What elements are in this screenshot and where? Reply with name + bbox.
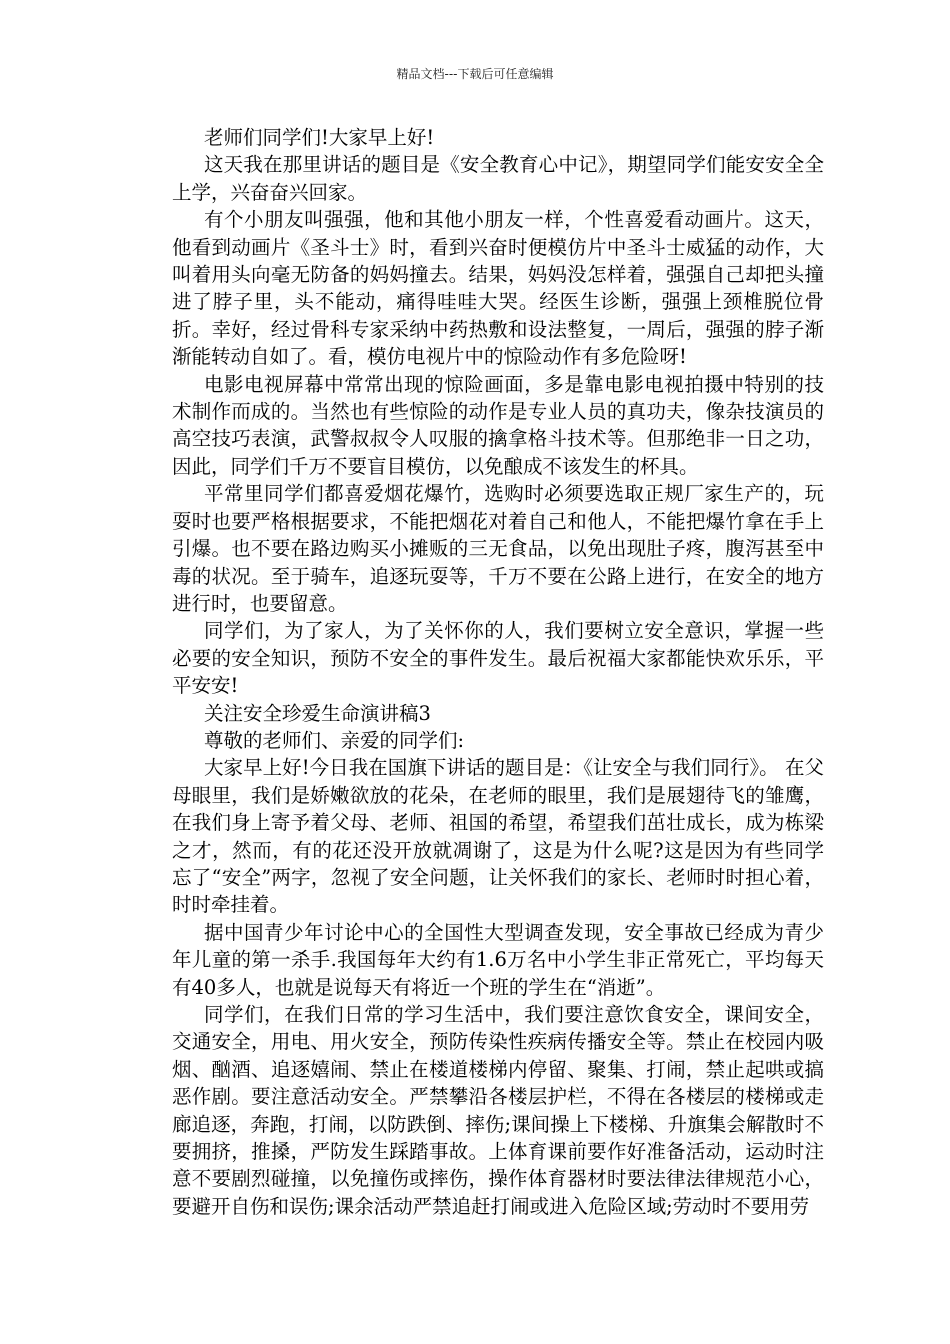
paragraph-story: 有个小朋友叫强强，他和其他小朋友一样，个性喜爱看动画片。这天，他看到动画片《圣斗士》时，看到兴奋时便模仿片中圣斗士威猛的动作，大叫着用头向毫无防备的妈妈撞去。结果，妈妈没怎样着，强强自己却把头撞进了脖子里，头不能动，痛得哇哇大哭。经医生诊断，强强上颈椎脱位骨折。幸好，经过骨科专家采纳中药热敷和设法整复，一周后，强强的脖子渐渐能转动自如了。看，模仿电视片中的惊险动作有多危险呀! xyxy=(172,208,824,369)
paragraph-topic: 这天我在那里讲话的题目是《安全教育心中记》，期望同学们能安安全全上学，兴奋奋兴回家。 xyxy=(172,153,824,204)
document-body xyxy=(172,124,824,1220)
paragraph-salutation: 尊敬的老师们、亲爱的同学们: xyxy=(204,728,465,752)
paragraph-survey: 据中国青少年讨论中心的全国性大型调查发现，安全事故已经成为青少年儿童的第一杀手.我国每年大约有1.6万名中小学生非正常死亡，平均每天有40多人，也就是说每天有将近一个班的学生在“消逝”。 xyxy=(172,920,824,999)
paragraph-closing: 同学们，为了家人，为了关怀你的人，我们要树立安全意识，掌握一些必要的安全知识，预防不安全的事件发生。最后祝福大家都能快欢乐乐，平平安安! xyxy=(172,619,824,698)
section-heading: 关注安全珍爱生命演讲稿3 xyxy=(204,701,431,725)
paragraph-greeting: 老师们同学们!大家早上好! xyxy=(204,126,435,149)
paragraph-safety-rules: 同学们，在我们日常的学习生活中，我们要注意饮食安全，课间安全，交通安全，用电、用火安全，预防传染性疾病传播安全等。禁止在校园内吸烟、酗酒、追逐嬉闹、禁止在楼道楼梯内停留、聚集、打闹，禁止起哄或搞恶作剧。要注意活动安全。严禁攀沿各楼层护栏，不得在各楼层的楼梯或走廊追逐，奔跑，打闹，以防跌倒、摔伤;课间操上下楼梯、升旗集会解散时不要拥挤，推搡，严防发生踩踏事故。上体育课前要作好准备活动，运动时注意不要剧烈碰撞，以免撞伤或摔伤，操作体育器材时要法律法律规范小心，要避开自伤和误伤;课余活动严禁追赶打闹或进入危险区域;劳动时不要用劳 xyxy=(172,1003,824,1218)
page-header: 精品文档---下载后可任意编辑 xyxy=(396,67,554,81)
paragraph-stunts: 电影电视屏幕中常常出现的惊险画面，多是靠电影电视拍摄中特别的技术制作而成的。当然也有些惊险的动作是专业人员的真功夫，像杂技演员的高空技巧表演，武警叔叔令人叹服的擒拿格斗技术等。但那绝非一日之功，因此，同学们千万不要盲目模仿，以免酿成不该发生的杯具。 xyxy=(172,372,824,478)
paragraph-speech-intro: 大家早上好!今日我在国旗下讲话的题目是：《让安全与我们同行》。 在父母眼里，我们是娇嫩欲放的花朵，在老师的眼里，我们是展翅待飞的雏鹰，在我们身上寄予着父母、老师、祖国的希望，希望我们茁壮成长，成为栋梁之才，然而，有的花还没开放就凋谢了，这是为什么呢?这是因为有些同学忘了“安全”两字，忽视了安全问题，让关怀我们的家长、老师时时担心着，时时牵挂着。 xyxy=(172,756,824,917)
paragraph-fireworks: 平常里同学们都喜爱烟花爆竹，选购时必须要选取正规厂家生产的，玩耍时也要严格根据要求，不能把烟花对着自己和他人，不能把爆竹拿在手上引爆。也不要在路边购买小摊贩的三无食品，以免出现肚子疼，腹泻甚至中毒的状况。至于骑车，追逐玩耍等，千万不要在公路上进行，在安全的地方进行时，也要留意。 xyxy=(172,482,824,615)
